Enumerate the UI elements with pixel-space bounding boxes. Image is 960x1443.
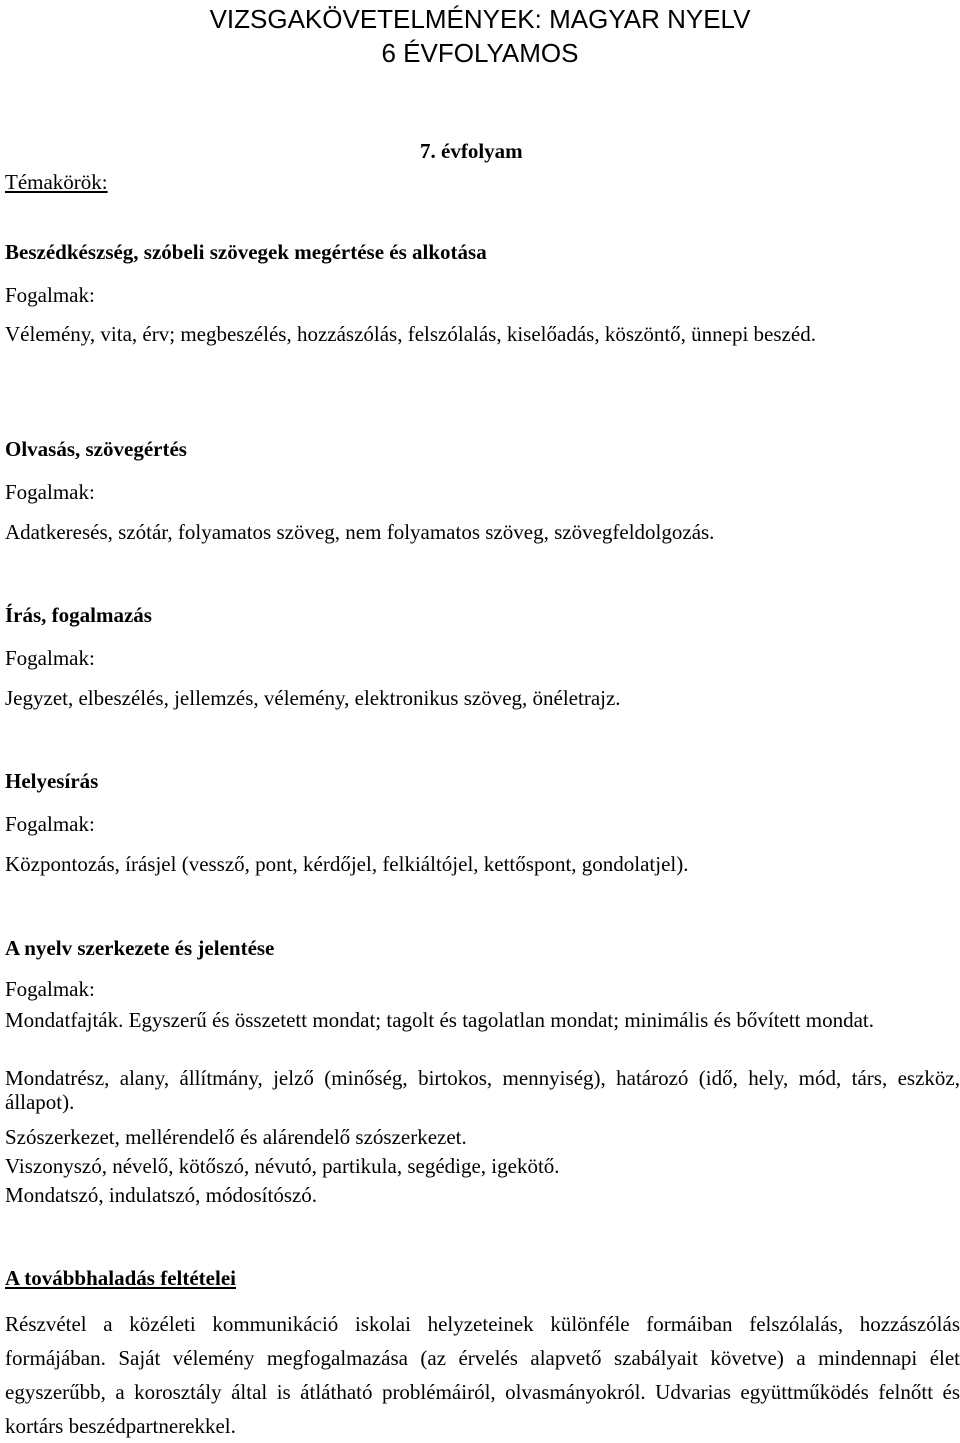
concepts-label: Fogalmak: [5,812,95,836]
section-heading: Beszédkészség, szóbeli szövegek megértése és alkotása [5,240,487,264]
document-subtitle: 6 ÉVFOLYAMOS [381,38,579,68]
concepts-label: Fogalmak: [5,283,95,307]
section-content: Központozás, írásjel (vessző, pont, kérdőjel, felkiáltójel, kettőspont, gondolatjel). [5,852,689,876]
progression-heading: A továbbhaladás feltételei [5,1266,236,1290]
topics-label: Témakörök: [5,170,108,194]
document-title: VIZSGAKÖVETELMÉNYEK: MAGYAR NYELV [209,4,751,34]
section-heading: Helyesírás [5,769,99,793]
section-content-line: Szószerkezet, mellérendelő és alárendelő szószerkezet. [5,1125,467,1149]
section-content: Jegyzet, elbeszélés, jellemzés, vélemény, elektronikus szöveg, önéletrajz. [5,686,621,710]
section-heading: Olvasás, szövegértés [5,437,187,461]
concepts-label: Fogalmak: [5,480,95,504]
concepts-label: Fogalmak: [5,977,95,1001]
section-heading: Írás, fogalmazás [5,603,152,627]
section-content-line: Mondatszó, indulatszó, módosítószó. [5,1183,318,1207]
section-heading: A nyelv szerkezete és jelentése [5,936,275,960]
section-content-line: Mondatfajták. Egyszerű és összetett mondat; tagolt és tagolatlan mondat; minimális és bővített mondat. [5,1008,874,1032]
section-content-line: Mondatrész, alany, állítmány, jelző (minőség, birtokos, mennyiség), határozó (idő, hely, mód, társ, eszköz, állapot). [5,1066,960,1114]
grade-heading: 7. évfolyam [420,139,523,163]
progression-content: Részvétel a közéleti kommunikáció iskolai helyzeteinek különféle formáiban felszólalás, hozzászólás formájában. Saját vélemény megfogalmazása (az érvelés alapvető szabályait követve) a mindennapi élet egyszerűbb, a korosztály által is átlátható problémáiról, olvasmányokról. Udvarias együttműködés felnőtt és kortárs beszédpartnerekkel. [5,1312,960,1438]
section-content: Vélemény, vita, érv; megbeszélés, hozzászólás, felszólalás, kiselőadás, köszöntő, ünnepi beszéd. [5,322,816,346]
section-content: Adatkeresés, szótár, folyamatos szöveg, nem folyamatos szöveg, szövegfeldolgozás. [5,520,715,544]
concepts-label: Fogalmak: [5,646,95,670]
section-content-line: Viszonyszó, névelő, kötőszó, névutó, partikula, segédige, igekötő. [5,1154,560,1178]
